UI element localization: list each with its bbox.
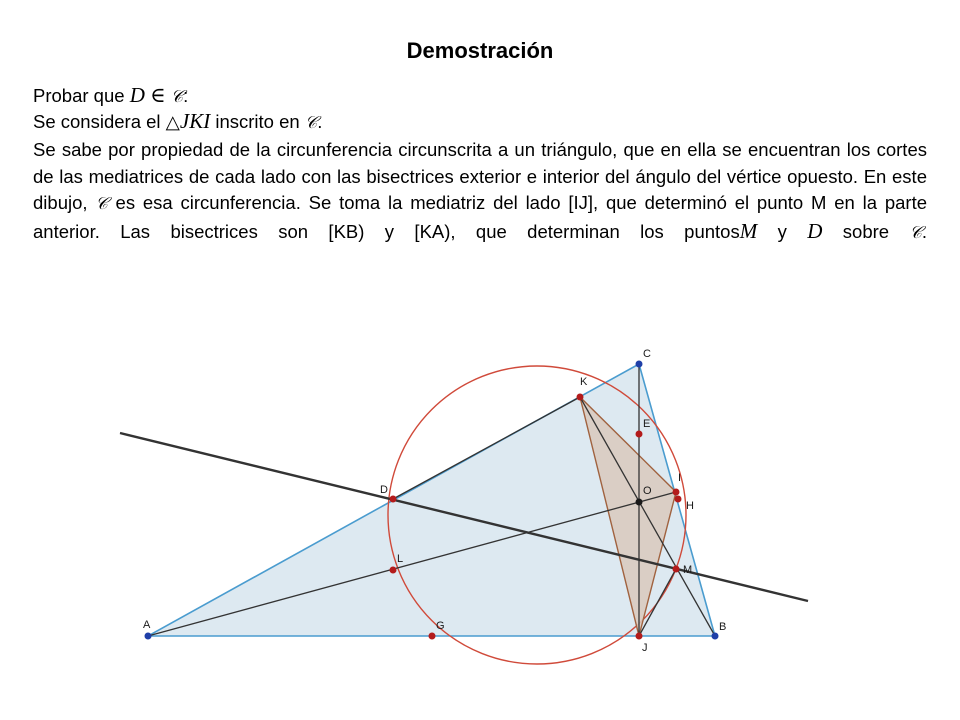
consider-suffix: . [317, 111, 323, 132]
label-a: A [143, 619, 151, 631]
label-i: I [678, 472, 682, 484]
label-g: G [436, 620, 445, 632]
point-k [577, 394, 584, 401]
point-g [429, 633, 436, 640]
label-k: K [580, 376, 588, 388]
math-point-m: M [739, 218, 758, 243]
label-b: B [719, 621, 727, 633]
math-in-symbol: ∈ [150, 83, 166, 107]
label-l: L [397, 553, 404, 565]
consider-prefix: Se considera el [33, 111, 161, 132]
label-d: D [380, 484, 388, 496]
paragraph-part-2: es esa circunferencia. Se toma la mediatriz del lado [IJ], que determinó el punto M en la parte anterior. Las bisectrices son [KB) y [KA), que determinan los puntos [33, 192, 928, 242]
page-title: Demostración [406, 38, 554, 63]
label-h: H [686, 500, 694, 512]
paragraph-y: y [777, 220, 787, 242]
paragraph-part-1: Se sabe por propiedad de la circunferencia circunscrita a un triángulo, que en ella se encuentran los cortes de las mediatrices de cada lado con las bisectrices exterior e interior del ángulo del vértice opuesto. En este dibujo, [33, 139, 927, 213]
label-m: M [683, 564, 693, 576]
point-l [390, 567, 397, 574]
point-j [636, 633, 643, 640]
math-triangle-name: JKI [179, 109, 211, 133]
math-point-d-2: D [807, 218, 823, 243]
math-circle-symbol-4: 𝒞 [909, 222, 922, 243]
point-e [636, 431, 643, 438]
consider-middle: inscrito en [215, 111, 300, 132]
paragraph-end: . [921, 220, 928, 242]
label-c: C [643, 348, 651, 360]
math-circle-symbol-3: 𝒞 [95, 194, 108, 214]
label-j: J [642, 642, 648, 654]
point-b [712, 633, 719, 640]
point-i [673, 489, 680, 496]
math-circle-symbol: 𝒞 [170, 87, 184, 107]
math-point-d: D [129, 83, 145, 107]
point-c [636, 361, 643, 368]
label-e: E [643, 418, 651, 430]
point-a [145, 633, 152, 640]
statement-prefix: Probar que [33, 85, 125, 106]
triangle-symbol: △ [165, 111, 180, 132]
statement-suffix: : [183, 85, 189, 106]
point-d [390, 496, 397, 503]
label-o: O [643, 485, 652, 497]
point-o [636, 499, 643, 506]
paragraph-sobre: sobre [842, 220, 890, 242]
math-circle-symbol-2: 𝒞 [304, 113, 318, 133]
point-h [675, 496, 682, 503]
point-m [673, 566, 680, 573]
